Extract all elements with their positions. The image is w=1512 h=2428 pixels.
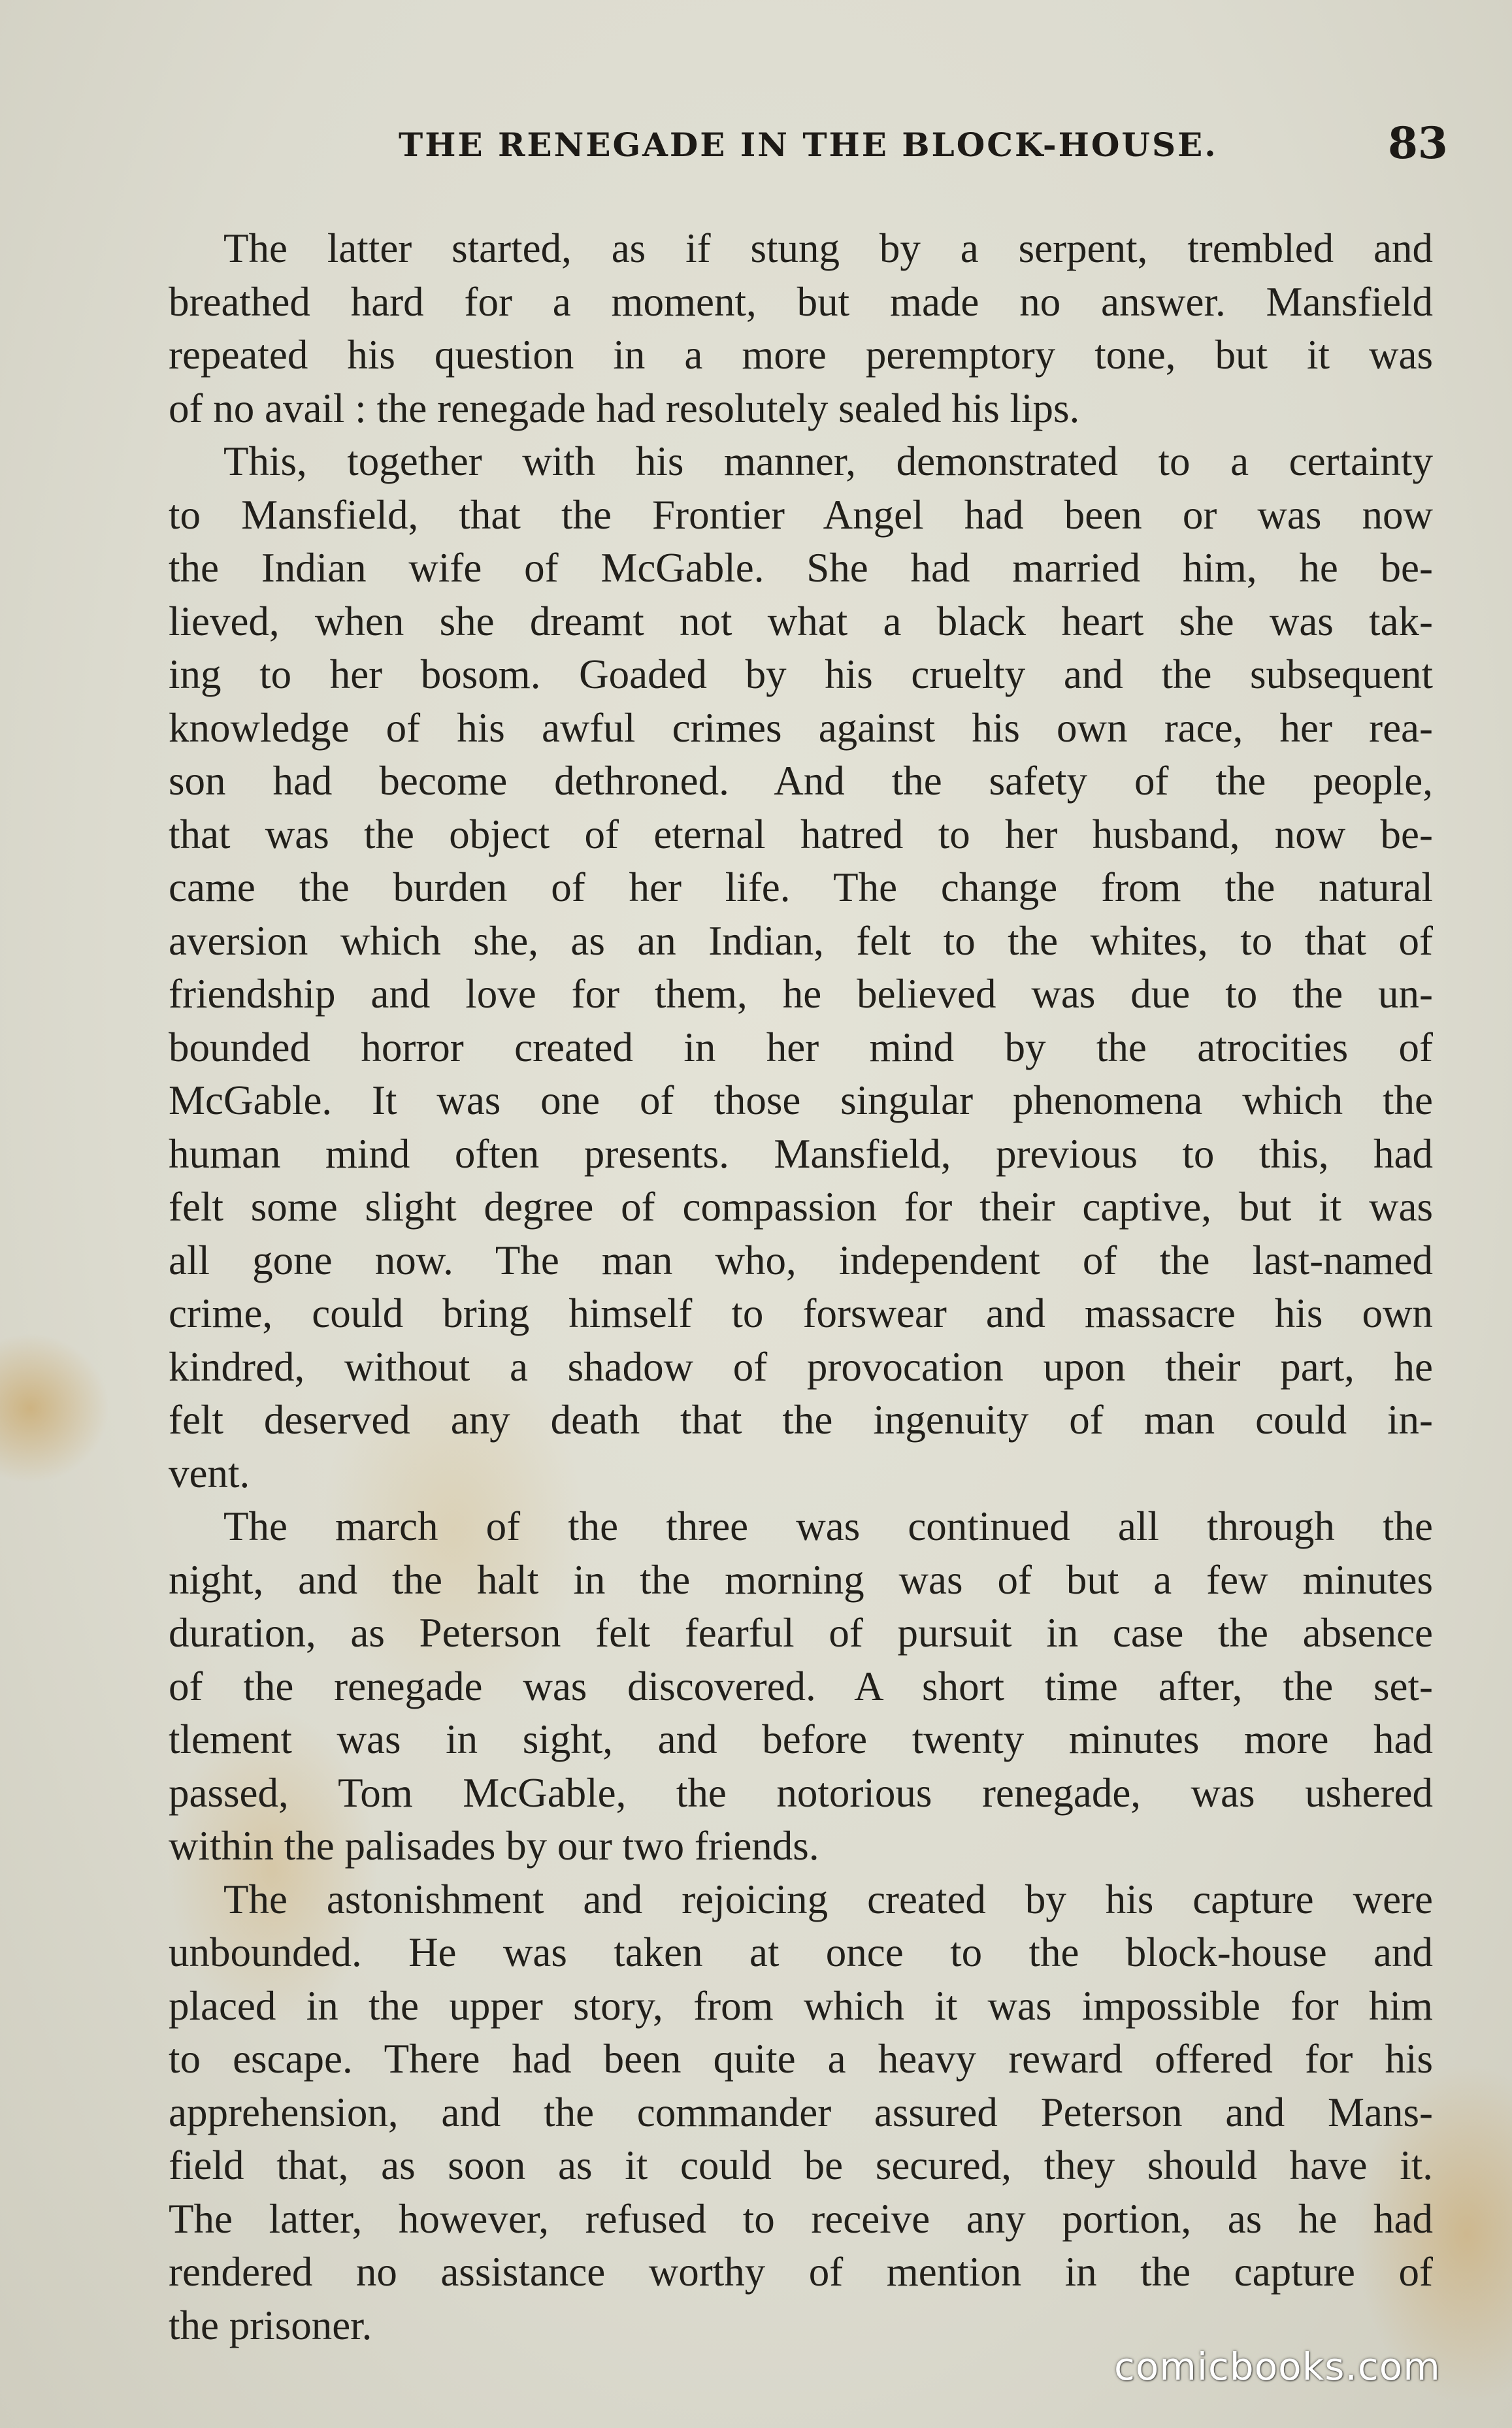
text-line: bounded horror created in her mind by the atrocities of bbox=[169, 1024, 1433, 1070]
text-line: that was the object of eternal hatred to her husband, now be- bbox=[169, 811, 1433, 857]
text-line: kindred, without a shadow of provocation upon their part, he bbox=[169, 1343, 1433, 1390]
text-line: of the renegade was discovered. A short time after, the set- bbox=[169, 1663, 1433, 1709]
text-line: The astonishment and rejoicing created by his capture were bbox=[223, 1876, 1433, 1922]
paragraph bbox=[169, 435, 1433, 1500]
text-line: aversion which she, as an Indian, felt to the whites, to that of bbox=[169, 917, 1433, 964]
watermark: comicbooks.com bbox=[1114, 2344, 1441, 2389]
running-head: THE RENEGADE IN THE BLOCK-HOUSE. bbox=[399, 125, 1218, 164]
text-line: of no avail : the renegade had resolutely sealed his lips. bbox=[169, 385, 1080, 431]
text-line: passed, Tom McGable, the notorious renegade, was ushered bbox=[169, 1769, 1433, 1816]
paragraph bbox=[169, 222, 1433, 435]
text-line: duration, as Peterson felt fearful of pursuit in case the absence bbox=[169, 1610, 1433, 1656]
text-line: apprehension, and the commander assured Peterson and Mans- bbox=[169, 2089, 1433, 2135]
text-line: to Mansfield, that the Frontier Angel had been or was now bbox=[169, 491, 1433, 538]
text-line: tlement was in sight, and before twenty minutes more had bbox=[169, 1716, 1433, 1762]
text-line: breathed hard for a moment, but made no answer. Mansfield bbox=[169, 278, 1433, 325]
paragraph bbox=[169, 1500, 1433, 1873]
text-line: came the burden of her life. The change from the natural bbox=[169, 864, 1433, 910]
text-line: The latter started, as if stung by a serpent, trembled and bbox=[223, 225, 1433, 271]
text-line: within the palisades by our two friends. bbox=[169, 1823, 819, 1869]
paragraph bbox=[169, 1873, 1433, 2353]
text-line: placed in the upper story, from which it was impossible for him bbox=[169, 1982, 1433, 2029]
text-line: The latter, however, refused to receive any portion, as he had bbox=[169, 2195, 1433, 2242]
text-line: human mind often presents. Mansfield, previous to this, had bbox=[169, 1130, 1433, 1177]
text-line: felt some slight degree of compassion for their captive, but it was bbox=[169, 1184, 1433, 1230]
text-line: lieved, when she dreamt not what a black heart she was tak- bbox=[169, 598, 1433, 644]
page-number: 83 bbox=[1388, 118, 1448, 169]
text-line: The march of the three was continued all through the bbox=[223, 1503, 1433, 1549]
text-line: knowledge of his awful crimes against his own race, her rea- bbox=[169, 704, 1433, 751]
text-line: to escape. There had been quite a heavy reward offered for his bbox=[169, 2036, 1433, 2082]
text-line: rendered no assistance worthy of mention in the capture of bbox=[169, 2249, 1433, 2295]
text-line: field that, as soon as it could be secured, they should have it. bbox=[169, 2142, 1433, 2188]
text-line: night, and the halt in the morning was of but a few minutes bbox=[169, 1556, 1433, 1603]
body-text bbox=[169, 222, 1433, 2352]
text-line: repeated his question in a more peremptory tone, but it was bbox=[169, 332, 1433, 378]
text-line: McGable. It was one of those singular phenomena which the bbox=[169, 1077, 1433, 1123]
text-line: unbounded. He was taken at once to the block-house and bbox=[169, 1929, 1433, 1975]
text-line: all gone now. The man who, independent of the last-named bbox=[169, 1237, 1433, 1283]
text-line: This, together with his manner, demonstrated to a certainty bbox=[223, 438, 1433, 484]
text-line: ing to her bosom. Goaded by his cruelty and the subsequent bbox=[169, 651, 1433, 697]
text-line: son had become dethroned. And the safety of the people, bbox=[169, 758, 1433, 804]
text-line: the Indian wife of McGable. She had married him, he be- bbox=[169, 545, 1433, 591]
text-line: the prisoner. bbox=[169, 2302, 372, 2348]
text-line: friendship and love for them, he believed was due to the un- bbox=[169, 971, 1433, 1017]
text-line: vent. bbox=[169, 1450, 250, 1496]
text-line: felt deserved any death that the ingenuity of man could in- bbox=[169, 1397, 1433, 1443]
text-line: crime, could bring himself to forswear and massacre his own bbox=[169, 1290, 1433, 1336]
